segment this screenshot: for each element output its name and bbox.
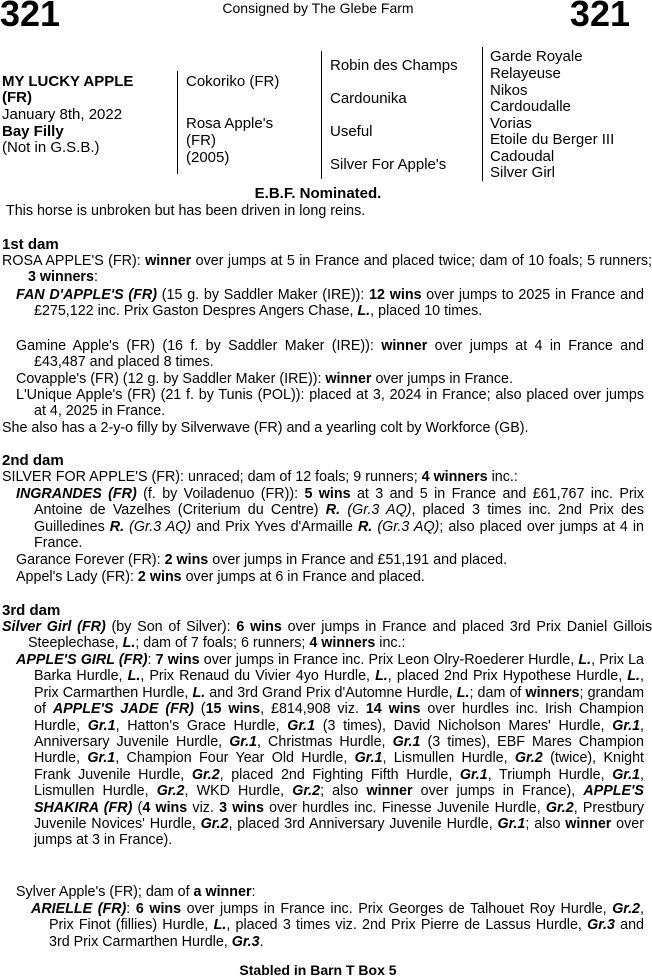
progeny-entry: APPLE'S GIRL (FR): 7 wins over jumps in France inc. Prix Leon Olry-Roederer Hurdle, L., Prix La Barka Hurdle, L., Prix Renaud du Vivier 4yo Hurdle, L., placed 2nd Prix Hypothese Hurdle, L., Prix Carmarthen Hurdle, L. and 3rd Grand Prix d'Automne Hurdle, L.; dam of winners; grandam of APPLE'S JADE (FR) (15 wins, £814,908 viz. 14 wins over hurdles inc. Irish Champion Hurdle, Gr.1, Hatton's Grace Hurdle, Gr.1 (3 times), David Nicholson Mares' Hurdle, Gr.1, Anniversary Juvenile Hurdle, Gr.1, Christmas Hurdle, Gr.1 (3 times), EBF Mares Champion Hurdle, Gr.1, Champion Four Year Old Hurdle, Gr.1, Lismullen Hurdle, Gr.2 (twice), Knight Frank Juvenile Hurdle, Gr.2, placed 2nd Fighting Fifth Hurdle, Gr.1, Triumph Hurdle, Gr.1, Lismullen Hurdle, Gr.2, WKD Hurdle, Gr.2; also winner over jumps in France), APPLE'S SHAKIRA (FR) (4 wins viz. 3 wins over hurdles inc. Finesse Juvenile Hurdle, Gr.2, Prestbury Juvenile Novices' Hurdle, Gr.2, placed 3rd Anniversary Juvenile Hurdle, Gr.1; also winner over jumps at 3 in France). [16,652,645,849]
gen4-item: Cardoudalle [490,98,571,115]
gen4-item: Nikos [490,82,528,99]
gen3-dam-sire: Useful [330,123,373,140]
stabling-info: Stabled in Barn T Box 5 [239,962,397,978]
horse-note: This horse is unbroken but has been driven in long reins. [6,203,366,219]
first-dam-heading: 1st dam [2,236,59,253]
dam-year: (2005) [186,149,230,166]
progeny-entry: Gamine Apple's (FR) (16 f. by Saddler Maker (IRE)): winner over jumps at 4 in France and £43,487 and placed 8 times. [16,338,644,371]
progeny-entry: INGRANDES (FR) (f. by Voiladenuo (FR)): 5 wins at 3 and 5 in France and £61,767 inc. Prix Antoine de Vazelhes (Criterium du Centre) R. (Gr.3 AQ), placed 3 times inc. 2nd Prix des Guilledines R. (Gr.3 AQ) and Prix Yves d'Armaille R. (Gr.3 AQ); also placed over jumps at 4 in France. [16,486,645,552]
gen3-sire-dam: Cardounika [330,90,407,107]
consignor: Consigned by The Glebe Farm [222,0,414,16]
third-dam-entry: Silver Girl (FR) (by Son of Silver): 6 wins over jumps in France and placed 3rd Prix Daniel Gillois Steeplechase, L.; dam of 7 foals; 6 runners; 4 winners inc.: [2,619,652,652]
gen3-sire-sire: Robin des Champs [330,57,458,74]
third-dam-heading: 3rd dam [2,602,61,619]
gen4-item: Cadoudal [490,148,555,165]
horse-name: MY LUCKY APPLE [2,73,134,90]
horse-color-sex: Bay Filly [2,123,64,140]
gen3-dam-dam: Silver For Apple's [330,156,447,173]
gen4-item: Etoile du Berger III [490,131,615,148]
progeny-entry: Appel's Lady (FR): 2 wins over jumps at 6 in France and placed. [16,569,425,585]
progeny-entry: L'Unique Apple's (FR) (21 f. by Tunis (POL)): placed at 3, 2024 in France; also placed over jumps at 4, 2025 in France. [16,387,644,420]
gen4-item: Vorias [490,115,532,132]
sire: Cokoriko (FR) [186,73,280,90]
dam-country: (FR) [186,132,216,149]
progeny-entry: Garance Forever (FR): 2 wins over jumps in France and £51,191 and placed. [16,552,508,568]
progeny-entry: Sylver Apple's (FR); dam of a winner: [16,884,256,900]
lot-number-left: 321 [0,0,61,34]
dam-name: Rosa Apple's [186,115,274,132]
progeny-entry: FAN D'APPLE'S (FR) (15 g. by Saddler Maker (IRE)): 12 wins over jumps to 2025 in France and £275,122 inc. Prix Gaston Despres Angers Chase, L., placed 10 times. [16,287,644,320]
grandprogeny-entry: ARIELLE (FR): 6 wins over jumps in France inc. Prix Georges de Talhouet Roy Hurdle, Gr.2, Prix Finot (fillies) Hurdle, L., placed 3 times viz. 2nd Prix Pierre de Lassus Hurdle, Gr.3 and 3rd Prix Carmarthen Hurdle, Gr.3. [31,901,644,950]
horse-country: (FR) [2,89,32,106]
pedigree-divider-2 [321,51,322,179]
gen4-item: Silver Girl [490,164,556,181]
pedigree-divider-1 [177,71,178,174]
progeny-entry: Covapple's (FR) (12 g. by Saddler Maker (IRE)): winner over jumps in France. [16,371,513,387]
first-dam-entry: ROSA APPLE'S (FR): winner over jumps at 5 in France and placed twice; dam of 10 foals; 5 runners; 3 winners: [2,253,652,286]
first-dam-footnote: She also has a 2-y-o filly by Silverwave (FR) and a yearling colt by Workforce (GB). [2,420,529,436]
horse-foaled: January 8th, 2022 [2,106,123,123]
second-dam-entry: SILVER FOR APPLE'S (FR): unraced; dam of 12 foals; 9 runners; 4 winners inc.: [2,469,518,485]
gsb-note: (Not in G.S.B.) [2,139,100,156]
second-dam-heading: 2nd dam [2,452,64,469]
gen4-item: Garde Royale [490,48,583,65]
pedigree-divider-3 [482,47,483,181]
gen4-item: Relayeuse [490,65,561,82]
lot-number-right: 321 [569,0,630,34]
ebf-nomination: E.B.F. Nominated. [254,185,382,202]
